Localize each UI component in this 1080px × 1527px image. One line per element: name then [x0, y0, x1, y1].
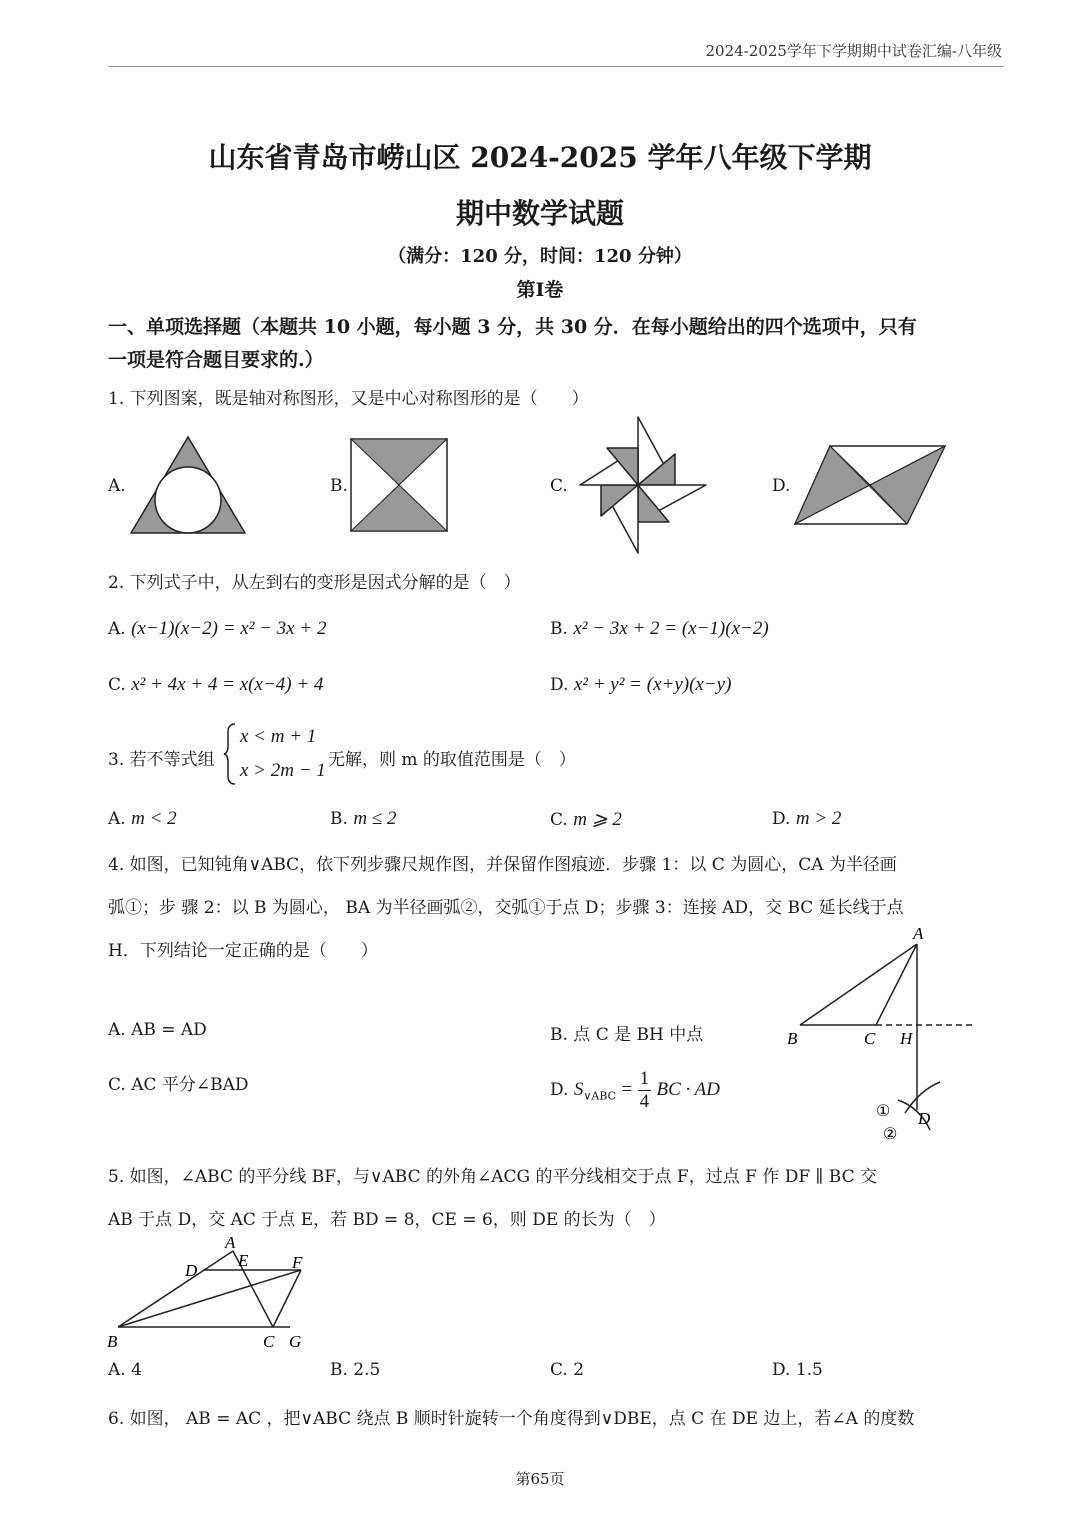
q3-option-d: [772, 808, 841, 830]
q3-option-c: [550, 808, 622, 831]
exam-title: 山东省青岛市崂山区 2024-2025 学年八年级下学期: [208, 141, 872, 174]
q4-option-d-sub: ∨ABC: [583, 1089, 617, 1103]
q4-option-d-eq: =: [621, 1079, 633, 1100]
q3-option-c-label: C.: [550, 810, 568, 830]
q3-brace: [222, 722, 238, 786]
q3-option-a: [108, 808, 177, 830]
q3-option-b-expr: m ≤ 2: [353, 808, 397, 829]
running-header: 2024-2025学年下学期期中试卷汇编-八年级: [705, 42, 1002, 60]
q4-figure: [780, 920, 990, 1145]
q1-label-b: B.: [330, 476, 348, 496]
q3-option-b: [330, 808, 396, 830]
q4-line-3: H．下列结论一定正确的是（ ）: [108, 941, 378, 961]
q2-option-a-expr: (x−1)(x−2) = x² − 3x + 2: [131, 618, 327, 639]
q2-option-a: [108, 618, 326, 640]
q3-inequality-2: x > 2m − 1: [240, 760, 326, 781]
header-divider: [108, 66, 1004, 67]
q2-option-d-label: D.: [550, 675, 569, 695]
q5-fig-label-a: A: [225, 1236, 236, 1252]
q3-option-c-expr: m ⩾ 2: [573, 809, 622, 830]
q4-option-d-den: 4: [639, 1091, 650, 1112]
q2-option-b-expr: x² − 3x + 2 = (x−1)(x−2): [573, 618, 769, 639]
q4-fig-label-h: H: [900, 1029, 913, 1048]
q3-prefix: 3. 若不等式组: [108, 750, 215, 770]
q2-option-a-label: A.: [108, 619, 126, 639]
q5-fig-label-b: B: [107, 1332, 118, 1351]
q5-option-a: A. 4: [108, 1360, 142, 1380]
q4-fig-label-c: C: [864, 1029, 876, 1048]
q4-fig-arc1: ①: [876, 1103, 891, 1120]
q4-option-d-rhs: BC · AD: [656, 1079, 720, 1100]
q2-option-d-expr: x² + y² = (x+y)(x−y): [573, 674, 732, 695]
q4-option-b: B. 点 C 是 BH 中点: [550, 1025, 704, 1045]
section-heading-line1: 一、单项选择题（本题共 10 小题，每小题 3 分，共 30 分．在每小题给出的四个选项中，只有: [108, 316, 917, 338]
q2-option-c: [108, 674, 323, 696]
q5-fig-label-c: C: [263, 1332, 275, 1351]
q3-option-a-label: A.: [108, 809, 126, 829]
q4-line-1: 4. 如图，已知钝角∨ABC，依下列步骤尺规作图，并保留作图痕迹．步骤 1：以 C 为圆心，CA 为半径画: [108, 855, 897, 875]
q3-suffix: 无解，则 m 的取值范围是（ ）: [328, 750, 576, 770]
q4-fig-label-b: B: [787, 1029, 798, 1048]
q5-fig-label-d: D: [185, 1261, 198, 1280]
q3-option-a-expr: m < 2: [131, 808, 177, 829]
q2-option-c-expr: x² + 4x + 4 = x(x−4) + 4: [131, 674, 324, 695]
q5-line-1: 5. 如图，∠ABC 的平分线 BF，与∨ABC 的外角∠ACG 的平分线相交于点 F，过点 F 作 DF ∥ BC 交: [108, 1167, 878, 1187]
score-time: （满分：120 分，时间：120 分钟）: [388, 246, 692, 267]
q2-option-c-label: C.: [108, 675, 126, 695]
q1-label-c: C.: [550, 476, 568, 496]
q1-figure-a: [125, 430, 255, 540]
q4-option-d-fraction: [638, 1068, 652, 1113]
exam-subtitle: 期中数学试题: [455, 197, 624, 230]
q2-stem: 2. 下列式子中，从左到右的变形是因式分解的是（ ）: [108, 573, 521, 593]
q5-fig-label-f: F: [292, 1253, 303, 1272]
q1-figure-c: [575, 412, 715, 556]
q4-option-a: A. AB = AD: [108, 1020, 207, 1040]
q3-inequality-1: x < m + 1: [240, 726, 317, 747]
q5-option-b: B. 2.5: [330, 1360, 381, 1380]
q5-fig-label-g: G: [289, 1332, 302, 1351]
q2-option-b: [550, 618, 769, 640]
q2-option-b-label: B.: [550, 619, 568, 639]
q4-option-d-s: S: [573, 1079, 584, 1100]
q1-label-a: A.: [108, 476, 126, 496]
q5-option-d: D. 1.5: [772, 1360, 823, 1380]
q1-label-d: D.: [772, 476, 791, 496]
q1-figure-d: [790, 442, 950, 530]
q6-line-1: 6. 如图， AB = AC ，把∨ABC 绕点 B 顺时针旋转一个角度得到∨DBE，点 C 在 DE 边上，若∠A 的度数: [108, 1409, 915, 1429]
q4-line-2: 弧①；步 骤 2：以 B 为圆心， BA 为半径画弧②，交弧①于点 D；步骤 3：连接 AD，交 BC 延长线于点: [108, 898, 904, 918]
q3-option-d-label: D.: [772, 809, 791, 829]
q4-option-d: [550, 1068, 720, 1113]
q2-option-d: [550, 674, 731, 696]
q5-option-c: C. 2: [550, 1360, 585, 1380]
q3-option-d-expr: m > 2: [795, 808, 842, 829]
q5-figure: [105, 1236, 315, 1352]
q4-option-d-label: D.: [550, 1080, 569, 1100]
q1-figure-b: [348, 436, 452, 536]
q5-line-2: AB 于点 D，交 AC 于点 E，若 BD = 8，CE = 6，则 DE 的长为（ ）: [108, 1210, 666, 1230]
volume-label: 第Ⅰ卷: [516, 279, 564, 301]
q3-option-b-label: B.: [330, 809, 348, 829]
page-number: 第65页: [515, 1470, 565, 1488]
q4-fig-arc2: ②: [883, 1126, 898, 1143]
q4-option-c: C. AC 平分∠BAD: [108, 1075, 249, 1095]
q4-fig-label-d: D: [918, 1109, 931, 1128]
section-heading-line2: 一项是符合题目要求的.）: [108, 349, 324, 371]
q1-stem: 1. 下列图案，既是轴对称图形，又是中心对称图形的是（ ）: [108, 389, 589, 409]
q4-option-d-num: 1: [639, 1068, 650, 1089]
q4-fig-label-a: A: [913, 924, 924, 943]
q5-fig-label-e: E: [238, 1251, 249, 1270]
